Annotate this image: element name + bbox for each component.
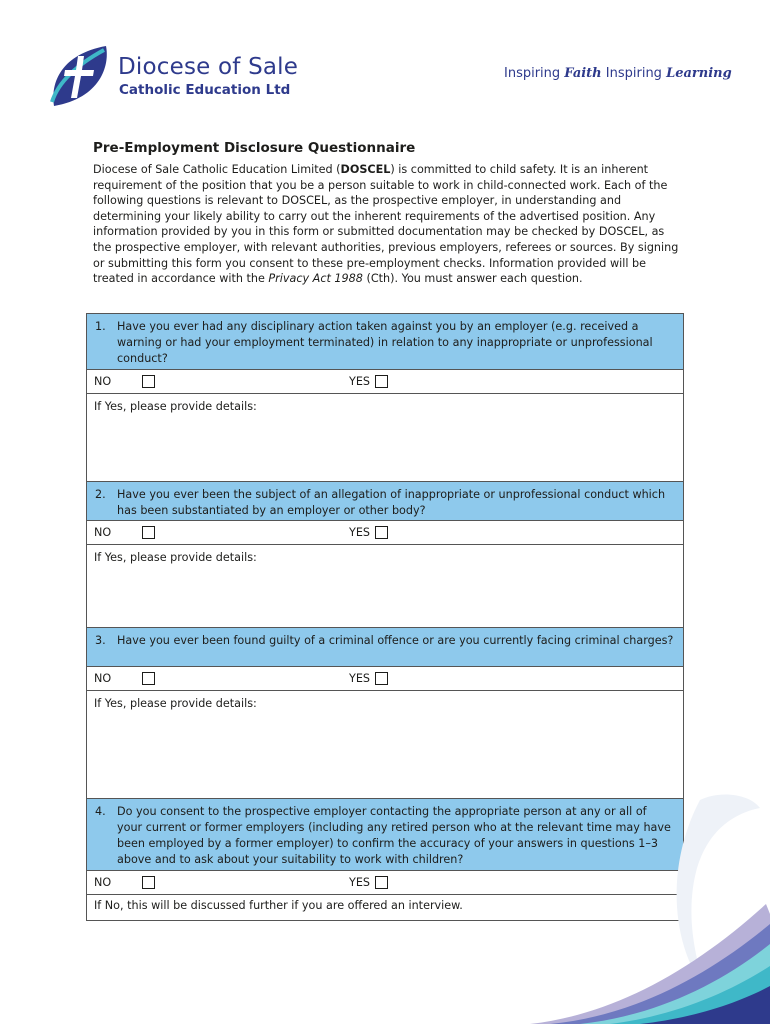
no-label: NO [94,672,112,685]
details-field-1[interactable] [87,394,683,482]
intro-privacy-act: Privacy Act 1988 [268,272,363,286]
document-title: Pre-Employment Disclosure Questionnaire [93,140,416,156]
details-label: If Yes, please provide details: [94,551,257,564]
no-checkbox[interactable] [142,672,155,685]
decorative-swoosh [470,794,770,1024]
details-label: If No, this will be discussed further if you are offered an interview. [94,899,463,912]
question-number: 4. [95,805,106,818]
question-number: 3. [95,634,106,647]
yes-checkbox[interactable] [375,375,388,388]
intro-paragraph [93,162,683,287]
yes-checkbox[interactable] [375,876,388,889]
question-number: 2. [95,488,106,501]
diocese-logo [48,42,114,112]
tagline-learning: Learning [666,66,732,81]
intro-text-c: (Cth). You must answer each question. [362,272,583,286]
question-text: Do you consent to the prospective employer contacting the appropriate person at any or all of your current or former employers (including any retired person who at the relevant time may have been employed by a former employer) to confirm the accuracy of your answers in questions 1–3 above and to ask about your suitability to work with children? [117,805,671,866]
tagline-faith: Faith [564,66,602,81]
tagline-part-1: Inspiring [504,66,565,81]
question-number: 1. [95,320,106,333]
no-label: NO [94,375,112,388]
details-field-3[interactable] [87,691,683,799]
tagline-part-2: Inspiring [601,66,667,81]
org-name: Diocese of Sale [118,54,299,80]
question-text: Have you ever been found guilty of a criminal offence or are you currently facing criminal charges? [117,634,674,647]
no-checkbox[interactable] [142,876,155,889]
tagline [504,66,732,81]
no-checkbox[interactable] [142,526,155,539]
question-1 [87,314,683,370]
yes-checkbox[interactable] [375,526,388,539]
no-label: NO [94,526,112,539]
intro-text-b: ) is committed to child safety. It is an inherent requirement of the position that you be a person suitable to work in child-connected work. Each of the following questions is relevant to DOSCEL, as the prospective employer, in understanding and determining your likely ability to carry out the inherent requirements of the advertised position. Any information provided by you in this form or submitted documentation may be checked by DOSCEL, as the prospective employer, with relevant authorities, previous employers, referees or sources. By signing or submitting this form you consent to these pre-employment checks. Information provided will be treated in accordance with the [93,163,679,286]
no-label: NO [94,876,112,889]
org-subtitle: Catholic Education Ltd [119,82,291,98]
yes-label: YES [349,876,371,889]
no-checkbox[interactable] [142,375,155,388]
details-label: If Yes, please provide details: [94,400,257,413]
intro-text-a: Diocese of Sale Catholic Education Limited ( [93,163,341,176]
details-field-2[interactable] [87,545,683,628]
answer-row-3 [87,667,683,691]
yes-checkbox[interactable] [375,672,388,685]
yes-label: YES [349,375,371,388]
question-2 [87,482,683,521]
details-label: If Yes, please provide details: [94,697,257,710]
answer-row-1 [87,370,683,394]
intro-doscel: DOSCEL [340,163,391,176]
question-text: Have you ever had any disciplinary action taken against you by an employer (e.g. received a warning or had your employment terminated) in relation to any inappropriate or unprofessional conduct? [117,320,653,365]
yes-label: YES [349,672,371,685]
question-3 [87,628,683,667]
yes-label: YES [349,526,371,539]
question-text: Have you ever been the subject of an allegation of inappropriate or unprofessional conduct which has been substantiated by an employer or other body? [117,488,666,517]
answer-row-2 [87,521,683,545]
